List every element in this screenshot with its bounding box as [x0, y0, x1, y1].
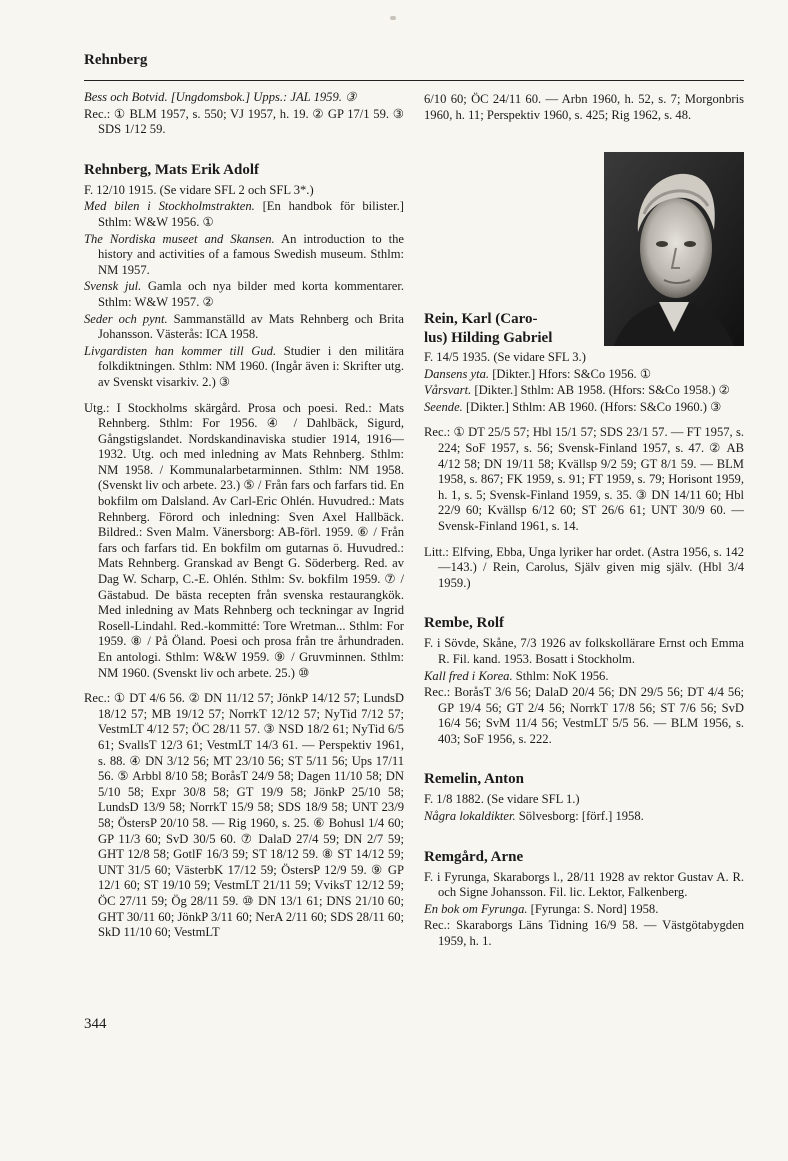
remelin-birth: F. 1/8 1882. (Se vidare SFL 1.): [424, 792, 580, 807]
rein-work-3: Seende. [Dikter.] Sthlm: AB 1960. (Hfors: S&Co 1960.) ③: [424, 399, 722, 414]
rein-work-1: Dansens yta. [Dikter.] Hfors: S&Co 1956. ①: [424, 366, 652, 381]
rehnberg-utg: Utg.: I Stockholms skärgård. Prosa och poesi. Red.: Mats Rehnberg. Sthlm: For 1956. ④ / Dahlbäck, Sigurd, Gångstigslandet. Nordskandinaviska studier 1914, 1916—1932. Utg. och med inledning av Mats Rehnberg. Sthlm: NM 1958. / Kommunalarbetarminnen. Sthlm: NM 1958. (Svenskt liv och arbete. 23.) ⑤ / Från fars och farfars tid. En bokfilm om Dalsland. Av Carl-Eric Ohlén. Huvudred.: Mats Rehnberg. Förord och inledning: Sven Axel Hallbäck. Bildred.: Sven Malm. Vänersborg: AB-förl. 1959. ⑥ / Från fars och farfars tid. En bokfilm om gutarnas ö. Huvudred.: Mats Rehnberg. Granskad av Bengt G. Söderberg. Red. av Dag W. Scharp, C.-E. Ohlén. Sthlm: Sv. bokfilm 1959. ⑦ / Gästabud. De bästa recepten från svenska restaurangkök. Med inledning av Mats Rehnberg och teckningar av Ingrid Rosell-Lindahl. Red.-kommitté: Tore Wretman... Sthlm: For 1959. ⑧ / På Öland. Poesi och prosa från tre århundraden. En antologi. Sthlm: W&W 1959. ⑨ / Gruvminnen. Sthlm: NM 1960. (Svenskt liv och arbete. 25.) ⑩: [84, 400, 404, 680]
rembe-birth: F. i Sövde, Skåne, 7/3 1926 av folkskollärare Ernst och Emma R. Fil. kand. 1953. Bosatt i Stockholm.: [424, 636, 744, 666]
running-head: Rehnberg: [84, 52, 148, 68]
bess-line: Bess och Botvid. [Ungdomsbok.] Upps.: JAL 1959. ③: [84, 90, 357, 104]
right-column-body: [424, 350, 744, 951]
rehnberg-birth: F. 12/10 1915. (Se vidare SFL 2 och SFL 3*.): [84, 182, 314, 197]
remelin-work: Några lokaldikter. Sölvesborg: [förf.] 1958.: [424, 809, 644, 824]
entry-title-rembe: Rembe, Rolf: [424, 615, 504, 632]
left-column: [84, 90, 404, 942]
remgard-rec: Rec.: Skaraborgs Läns Tidning 16/9 58. — Västgötabygden 1959, h. 1.: [424, 918, 744, 949]
bess-rec: Rec.: ① BLM 1957, s. 550; VJ 1957, h. 19. ② GP 17/1 59. ③ SDS 1/12 59.: [84, 106, 404, 137]
entry-title-rehnberg: Rehnberg, Mats Erik Adolf: [84, 161, 260, 178]
rehnberg-work-5: Livgardisten han kommer till Gud. Studier i den militära folkdiktningen. Sthlm: NM 1960. (Ingår även i: Skrifter utg. av Svenskt visarkiv. 2.) ③: [84, 343, 404, 389]
rehnberg-rec-cont: 6/10 60; ÖC 24/11 60. — Arbn 1960, h. 52, s. 7; Morgonbris 1960, h. 11; Perspektiv 1960, s. 425; Rig 1962, s. 48.: [424, 92, 744, 122]
entry-title-remgard: Remgård, Arne: [424, 848, 524, 865]
scan-mark: [390, 16, 396, 20]
rein-birth: F. 14/5 1935. (Se vidare SFL 3.): [424, 350, 586, 364]
right-column-top: [424, 92, 744, 124]
rembe-rec: Rec.: BoråsT 3/6 56; DalaD 20/4 56; DN 29/5 56; DT 4/4 56; GP 19/4 56; GT 2/4 56; NorrkT 17/8 56; ST 7/6 56; SvD 16/4 56; SvM 11/4 56; VestmLT 5/5 56. — BLM 1956, s. 403; SoF 1956, s. 222.: [424, 685, 744, 746]
rein-title-line-2: lus) Hilding Gabriel: [424, 330, 553, 346]
rehnberg-work-1: Med bilen i Stockholmstrakten. [En handbok för bilister.] Sthlm: W&W 1956. ①: [84, 199, 404, 229]
page-number: 344: [84, 1016, 107, 1032]
portrait-photo-icon: [604, 152, 744, 346]
remgard-birth: F. i Fyrunga, Skaraborgs l., 28/11 1928 av rektor Gustav A. R. och Signe Johansson. Fil. lic. Lektor, Falkenberg.: [424, 869, 744, 900]
rembe-work: Kall fred i Korea. Sthlm: NoK 1956.: [424, 668, 609, 683]
rehnberg-rec: Rec.: ① DT 4/6 56. ② DN 11/12 57; JönkP 14/12 57; LundsD 18/12 57; MB 19/12 57; NorrkT 12/12 57; NyTid 7/12 57; VestmLT 4/12 57; ÖC 28/11 57. ③ NSD 18/2 61; NyTid 6/5 61; SvallsT 12/3 61; VestmLT 14/3 61. — Perspektiv 1961, s. 88. ④ DN 3/12 56; MT 23/10 56; ST 5/11 56; Ups 17/11 56. ⑤ Arbbl 8/10 58; BoråsT 24/9 58; Dagen 11/10 58; DN 5/10 58; Expr 30/8 58; GT 19/9 58; JönkP 25/10 58; LundsD 13/9 58; NorrkT 15/9 58; SDS 18/9 58; UNT 23/9 58; ÖstersP 20/10 58. — Rig 1960, s. 25. ⑥ Bohusl 1/4 60; GP 11/3 60; SvD 30/5 60. ⑦ DalaD 27/4 59; DN 2/7 59; GHT 12/8 58; GotlF 16/3 59; ST 18/12 59. ⑧ ST 14/12 59; UNT 31/5 60; VästerbK 17/12 59; ÖstersP 12/9 59. ⑨ GP 12/1 60; ST 19/10 59; VestmLT 21/11 59; VviksT 12/12 59; ÖC 27/11 59; Ög 28/11 59. ⑩ DN 13/1 61; DNS 21/10 60; GHT 30/11 60; JönkP 3/11 60; NerA 2/11 60; SDS 28/11 60; SkD 11/10 60; VestmLT: [84, 691, 404, 940]
header-rule: [84, 80, 744, 81]
rehnberg-work-4: Seder och pynt. Sammanställd av Mats Rehnberg och Brita Johansson. Västerås: ICA 1958.: [84, 311, 404, 342]
rehnberg-work-2: The Nordiska museet and Skansen. An introduction to the history and activities of a famous Swedish museum. Sthlm: NM 1957.: [84, 231, 404, 277]
rein-litt: Litt.: Elfving, Ebba, Unga lyriker har ordet. (Astra 1956, s. 142—143.) / Rein, Carolus, Själv given mig själv. (Hbl 3/4 1959.): [424, 544, 744, 590]
rehnberg-work-3: Svensk jul. Gamla och nya bilder med korta kommentarer. Sthlm: W&W 1957. ②: [84, 279, 404, 309]
remgard-work: En bok om Fyrunga. [Fyrunga: S. Nord] 1958.: [424, 901, 659, 916]
entry-title-remelin: Remelin, Anton: [424, 771, 525, 788]
rein-rec: Rec.: ① DT 25/5 57; Hbl 15/1 57; SDS 23/1 57. — FT 1957, s. 224; SoF 1957, s. 56; Svensk-Finland 1957, s. 47. ② AB 4/12 58; DN 19/11 58; Kvällsp 9/2 59; GT 8/1 59. — BLM 1958, s. 867; FK 1959, s. 91; FT 1959, s. 79; Horisont 1959, h. 1, s. 5; Svensk-Finland 1959, s. 35. ③ DN 14/11 60; Hbl 22/9 60; Kvällsp 6/12 60; ST 26/6 61; UNT 30/9 60. — Svensk-Finland 1961, s. 14.: [424, 425, 744, 533]
entry-title-rein: [424, 310, 604, 348]
rein-title-line-1: Rein, Karl (Caro-: [424, 311, 538, 327]
rein-work-2: Vårsvart. [Dikter.] Sthlm: AB 1958. (Hfors: S&Co 1958.) ②: [424, 383, 730, 398]
